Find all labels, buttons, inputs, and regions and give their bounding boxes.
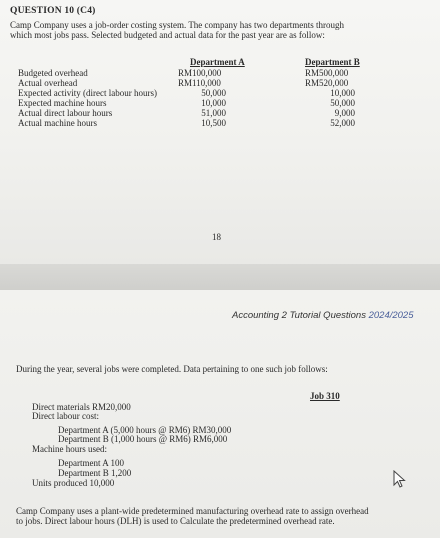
- list-item: Department B 1,200: [58, 468, 132, 478]
- page-header-banner: [232, 310, 414, 321]
- table-cell-dept-a: 10,500: [201, 118, 226, 128]
- column-header-department-a: Department A: [190, 57, 245, 67]
- table-cell-dept-b: 9,000: [334, 108, 355, 118]
- list-item: Machine hours used:: [32, 444, 107, 454]
- question-intro-line-2: which most jobs pass. Selected budgeted and actual data for the past year are as follow:: [10, 30, 325, 40]
- list-item: Department B (1,000 hours @ RM6) RM6,000: [58, 434, 228, 444]
- table-row-label: Budgeted overhead: [18, 68, 88, 78]
- table-cell-dept-a: RM110,000: [178, 78, 221, 88]
- table-cell-dept-b: 50,000: [330, 98, 355, 108]
- closing-line-2: to jobs. Direct labour hours (DLH) is used to Calculate the predetermined overhead rate.: [16, 516, 335, 526]
- page-number: 18: [212, 232, 221, 242]
- list-item: Direct labour cost:: [32, 411, 99, 421]
- column-header-department-b: Department B: [305, 57, 360, 67]
- table-cell-dept-a: 10,000: [201, 98, 226, 108]
- table-cell-dept-b: 10,000: [330, 88, 355, 98]
- table-cell-dept-b: 52,000: [330, 118, 355, 128]
- table-cell-dept-a: 50,000: [201, 88, 226, 98]
- question-intro: [10, 20, 430, 40]
- list-item: Department A 100: [58, 458, 124, 468]
- table-cell-dept-b: RM500,000: [305, 68, 349, 78]
- list-item: Department A (5,000 hours @ RM6) RM30,000: [58, 425, 232, 435]
- mouse-pointer-icon: [392, 470, 408, 488]
- table-row-label: Expected activity (direct labour hours): [18, 88, 157, 98]
- list-item: Direct materials RM20,000: [32, 402, 131, 412]
- question-title: QUESTION 10 (C4): [10, 6, 96, 16]
- table-cell-dept-b: RM520,000: [305, 78, 349, 88]
- job-heading: Job 310: [310, 391, 340, 401]
- table-row-label: Actual direct labour hours: [18, 108, 113, 118]
- table-cell-dept-a: 51,000: [201, 108, 226, 118]
- job-intro-text: During the year, several jobs were completed. Data pertaining to one such job follows:: [16, 364, 328, 374]
- table-cell-dept-a: RM100,000: [178, 68, 222, 78]
- page-break: [0, 264, 440, 290]
- banner-title: Accounting 2 Tutorial Questions: [232, 310, 369, 321]
- list-item: Units produced 10,000: [32, 478, 115, 488]
- question-intro-line-1: Camp Company uses a job-order costing system. The company has two departments through: [10, 20, 345, 30]
- table-row-label: Expected machine hours: [18, 98, 107, 108]
- closing-line-1: Camp Company uses a plant-wide predetermined manufacturing overhead rate to assign overhead: [16, 506, 369, 516]
- banner-year: 2024/2025: [368, 310, 414, 321]
- table-row-label: Actual machine hours: [18, 118, 97, 128]
- table-row-label: Actual overhead: [18, 78, 78, 88]
